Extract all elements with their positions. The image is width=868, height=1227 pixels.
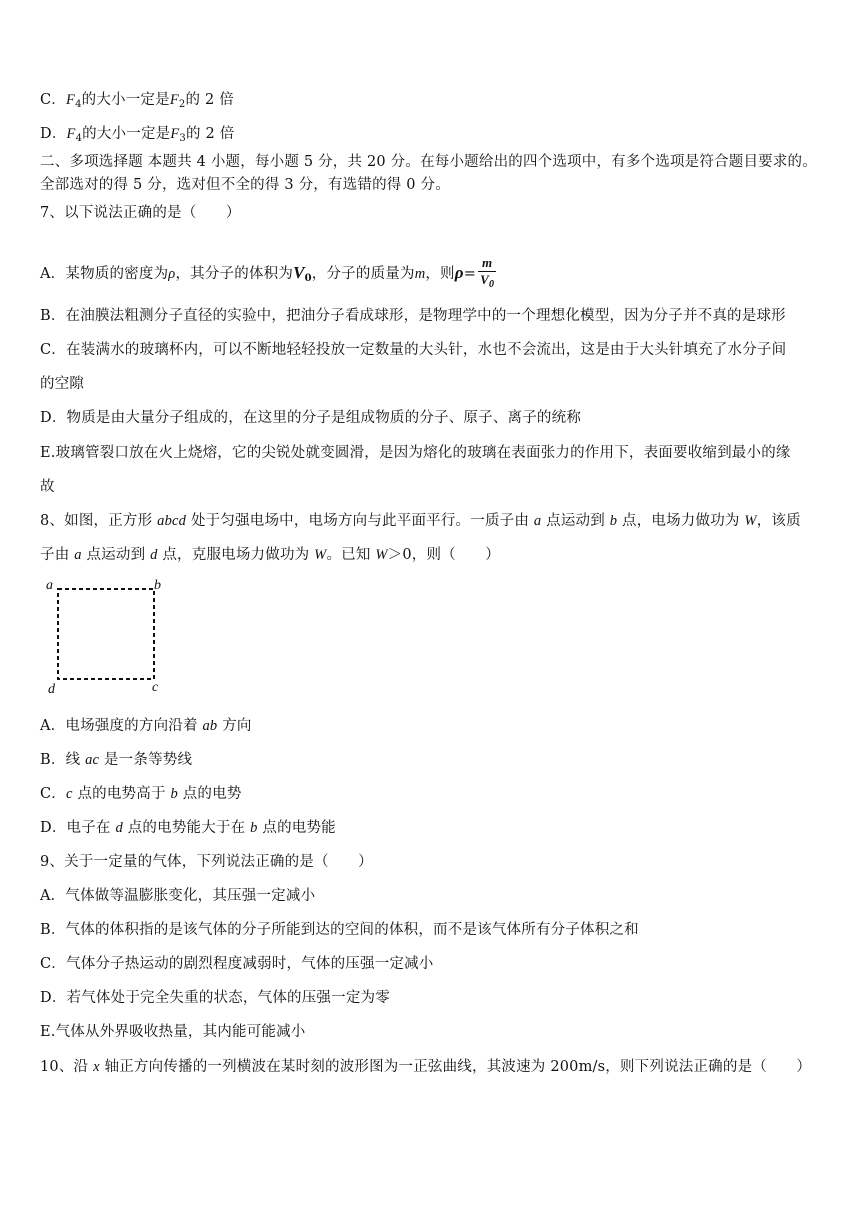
square-abcd-figure (44, 578, 174, 698)
section-heading: 二、多项选择题 本题共 4 小题，每小题 5 分，共 20 分。在每小题给出的四个选项中，有多个选项是符合题目要求的。 (40, 154, 817, 170)
section-heading-cont: 全部选对的得 5 分，选对但不全的得 3 分，有选错的得 0 分。 (40, 177, 450, 193)
question-7: 7、以下说法正确的是（ ） (40, 205, 241, 221)
q7-option-e-cont: 故 (40, 479, 55, 495)
vertex-b-label: b (154, 578, 161, 593)
question-9: 9、关于一定量的气体，下列说法正确的是（ ） (40, 854, 373, 870)
question-10: 10、沿 x 轴正方向传播的一列横波在某时刻的波形图为一正弦曲线，其波速为 200m/s，则下列说法正确的是（ ） (40, 1059, 812, 1075)
q8-option-a: A．电场强度的方向沿着 ab 方向 (40, 718, 252, 734)
q7-option-e: E.玻璃管裂口放在火上烧熔，它的尖锐处就变圆滑，是因为熔化的玻璃在表面张力的作用下，表面要收缩到最小的缘 (40, 445, 791, 461)
density-fraction: $\frac{m}{V_0}$ (480, 255, 495, 290)
question-8: 8、如图，正方形 abcd 处于匀强电场中，电场方向与此平面平行。一质子由 a 点运动到 b 点，电场力做功为 W，该质 (40, 513, 801, 529)
q7-option-d: D．物质是由大量分子组成的，在这里的分子是组成物质的分子、原子、离子的统称 (40, 410, 582, 426)
option-label: C． (40, 92, 66, 108)
q7-option-a: A．某物质的密度为ρ，其分子的体积为$V_0$，分子的质量为m，则ρ= $\frac{m}{V_0}$ (40, 255, 496, 293)
q9-option-d: D．若气体处于完全失重的状态，气体的压强一定为零 (40, 990, 390, 1006)
q7-option-c: C．在装满水的玻璃杯内，可以不断地轻轻投放一定数量的大头针，水也不会流出，这是由于大头针填充了水分子间 (40, 342, 787, 358)
q7-option-c-cont: 的空隙 (40, 376, 85, 392)
vertex-d-label: d (48, 682, 55, 697)
option-label: D． (40, 126, 67, 142)
option-c-f4: C．$F_4$的大小一定是$F_2$的 2 倍 (40, 92, 234, 110)
q9-option-a: A．气体做等温膨胀变化，其压强一定减小 (40, 888, 316, 904)
q8-option-c: C．c 点的电势高于 b 点的电势 (40, 786, 242, 802)
q9-option-b: B．气体的体积指的是该气体的分子所能到达的空间的体积，而不是该气体所有分子体积之和 (40, 922, 639, 938)
vertex-a-label: a (46, 578, 53, 593)
vertex-c-label: c (152, 680, 159, 695)
q9-option-e: E.气体从外界吸收热量，其内能可能减小 (40, 1024, 306, 1040)
q8-option-b: B．线 ac 是一条等势线 (40, 752, 193, 768)
option-d-f4: D．$F_4$的大小一定是$F_3$的 2 倍 (40, 126, 235, 144)
q7-option-b: B．在油膜法粗测分子直径的实验中，把油分子看成球形，是物理学中的一个理想化模型，因为分子并不真的是球形 (40, 308, 786, 324)
q8-option-d: D．电子在 d 点的电势能大于在 b 点的电势能 (40, 820, 336, 836)
square-outline (58, 589, 154, 679)
question-8-cont: 子由 a 点运动到 d 点，克服电场力做功为 W。已知 W＞0，则（ ） (40, 547, 500, 563)
q9-option-c: C．气体分子热运动的剧烈程度减弱时，气体的压强一定减小 (40, 956, 434, 972)
